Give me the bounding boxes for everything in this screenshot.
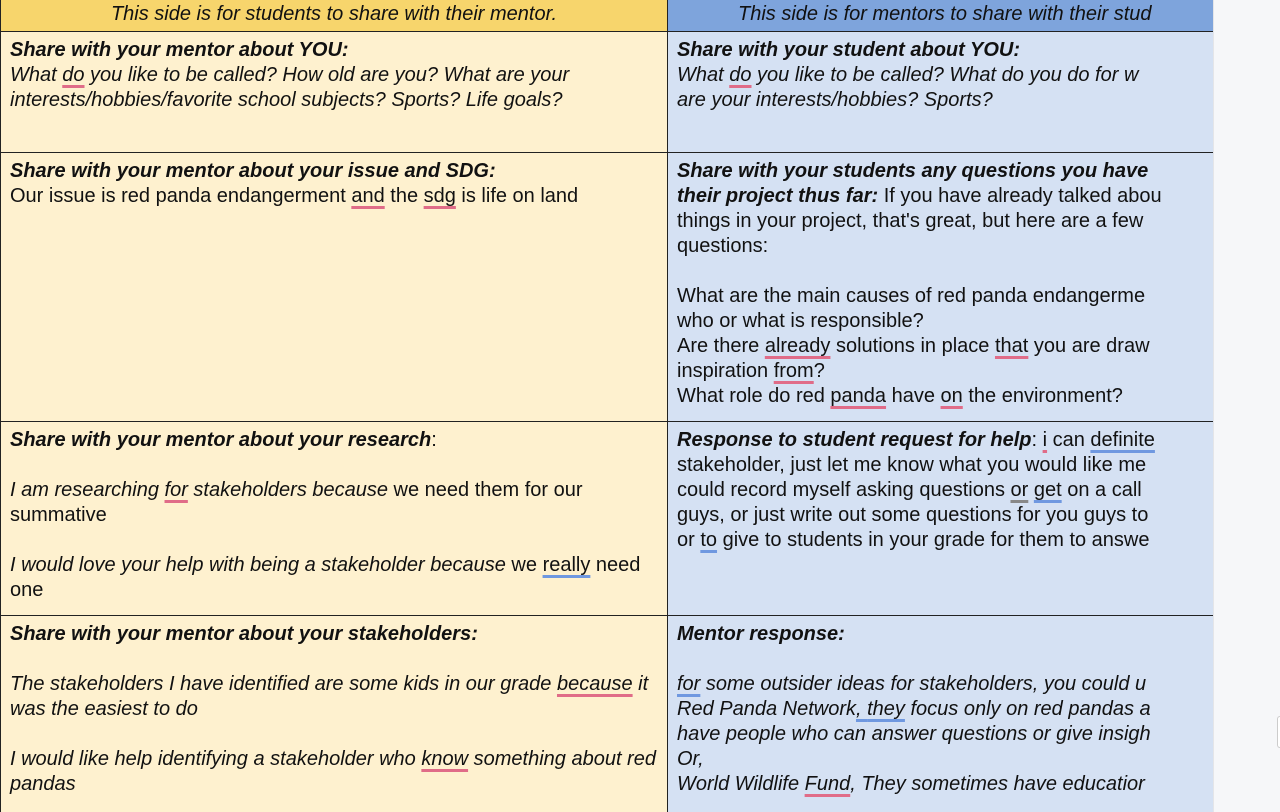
cell-student-about-you[interactable] [1,32,668,153]
cell-mentor-about-you[interactable] [668,32,1214,153]
header-row [1,0,1214,32]
student-about-you-prompt: What do you like to be called? How old are you? What are your interests/hobbies/favorite school subjects? Sports? Life goals? [10,64,570,111]
student-stakeholders-title: Share with your mentor about your stakeholders: [10,623,478,645]
cell-mentor-questions[interactable] [668,153,1214,422]
student-research-title: Share with your mentor about your research: [10,429,437,451]
student-about-you-title: Share with your mentor about YOU: [10,39,349,61]
cell-mentor-response[interactable] [668,616,1214,812]
header-mentors[interactable]: This side is for mentors to share with their stud [668,0,1214,32]
mentor-response-title: Mentor response: [677,623,845,645]
row-stakeholders [1,616,1214,812]
student-stakeholders-line-1: The stakeholders I have identified are some kids in our grade because it was the easiest to do [10,673,649,720]
student-research-line-2: I would love your help with being a stakeholder because we really need one [10,554,641,601]
side-panel [1213,0,1280,812]
mentor-about-you-title: Share with your student about YOU: [677,39,1020,61]
mentor-response-line-5: World Wildlife Fund, They sometimes have educatior [677,773,1145,795]
mentor-questions-title-line-2: their project thus far: If you have already talked abou [677,185,1162,207]
mentor-response-line-1: for some outsider ideas for stakeholders, you could u [677,673,1147,695]
mentor-help-line-2: stakeholder, just let me know what you would like me [677,454,1147,476]
row-issue-sdg [1,153,1214,422]
mentor-help-line-3: could record myself asking questions or get on a call [677,479,1142,501]
mentor-about-you-prompt-2: are your interests/hobbies? Sports? [677,89,993,111]
mentor-help-line-5: or to give to students in your grade for them to answe [677,529,1150,551]
question-3: What role do red panda have on the environment? [677,385,1123,407]
mentor-questions-intro-3: questions: [677,235,769,257]
mentor-help-line-4: guys, or just write out some questions for you guys to [677,504,1149,526]
cell-student-issue[interactable] [1,153,668,422]
mentor-response-line-4: Or, [677,748,704,770]
mentor-response-line-2: Red Panda Network, they focus only on red pandas a [677,698,1151,720]
cell-mentor-help[interactable] [668,422,1214,616]
row-about-you [1,32,1214,153]
mentor-help-line-1: Response to student request for help: i can definite [677,429,1155,451]
mentor-questions-title-line: Share with your students any questions you have [677,160,1149,182]
cell-student-stakeholders[interactable] [1,616,668,812]
row-research [1,422,1214,616]
mentor-questions-intro-2: things in your project, that's great, but here are a few [677,210,1144,232]
student-issue-title: Share with your mentor about your issue and SDG: [10,160,496,182]
student-research-line-1: I am researching for stakeholders because we need them for our summative [10,479,583,526]
student-stakeholders-line-2: I would like help identifying a stakeholder who know something about red pandas [10,748,656,795]
mentor-about-you-prompt: What do you like to be called? What do you do for w [677,64,1139,86]
question-1a: What are the main causes of red panda endangerme [677,285,1146,307]
cell-student-research[interactable] [1,422,668,616]
header-students[interactable]: This side is for students to share with their mentor. [1,0,668,32]
question-2b: inspiration from? [677,360,825,382]
student-issue-text: Our issue is red panda endangerment and the sdg is life on land [10,185,579,207]
question-1b: who or what is responsible? [677,310,924,332]
mentor-response-line-3: have people who can answer questions or give insigh [677,723,1151,745]
question-2: Are there already solutions in place that you are draw [677,335,1150,357]
